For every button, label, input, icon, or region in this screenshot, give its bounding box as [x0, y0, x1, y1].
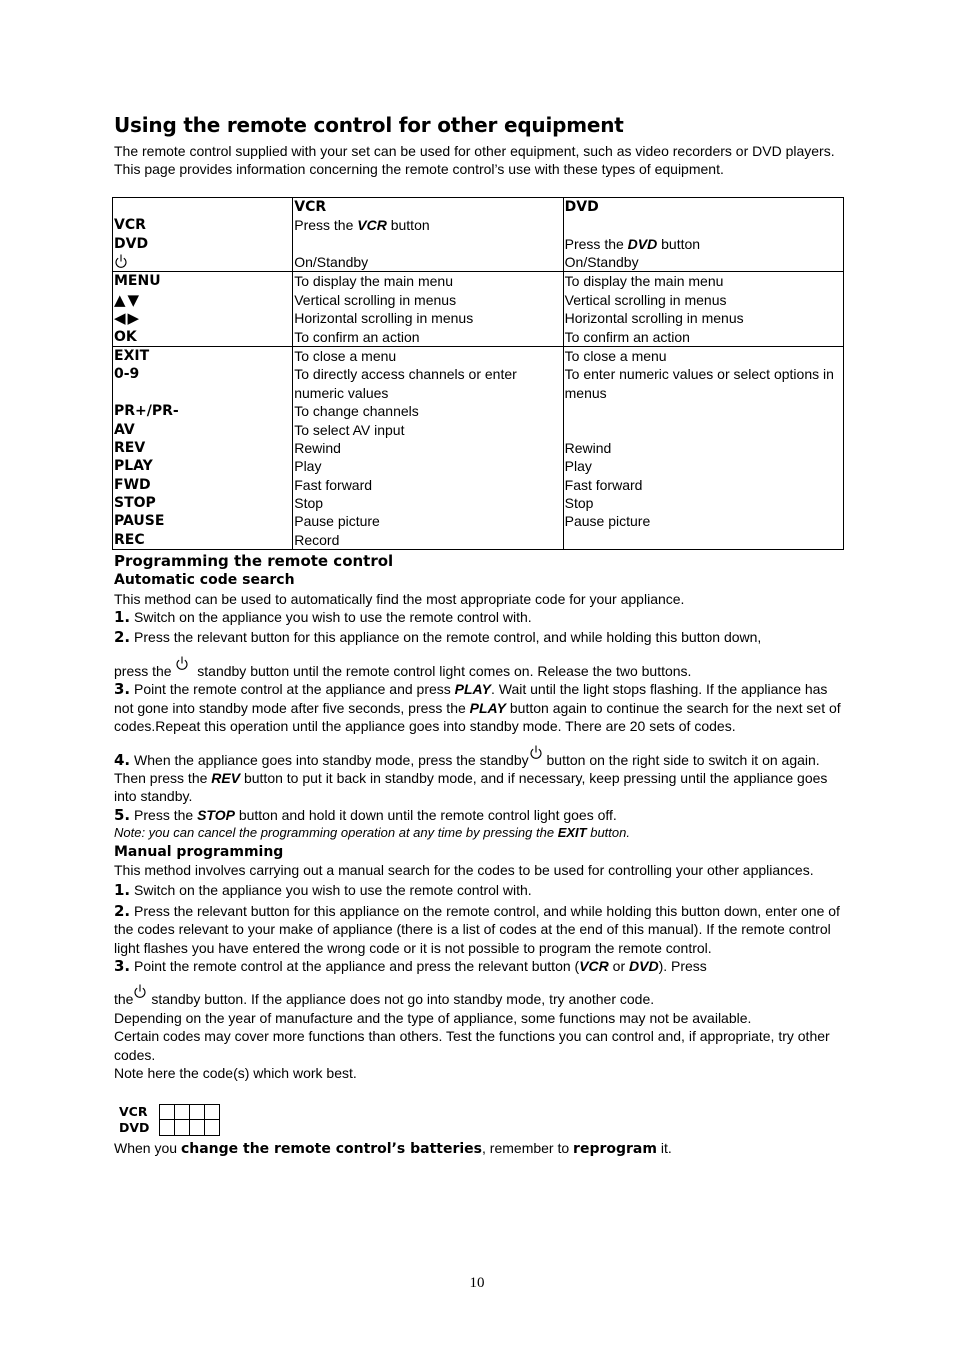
note: Note: you can cancel the programming operation at any time by pressing the EXIT button.	[114, 825, 630, 841]
step: 2. Press the relevant button for this appliance on the remote control, and while holding this button down, enter one of the codes relevant to your make of appliance (there is a list of codes at the end of this manual). If the remote control light flashes you have entered the wrong code or it is not possible to program the remote control.	[114, 901, 840, 956]
step-continued: press the standby button until the remote control light comes on. Release the two buttons.	[114, 655, 844, 680]
table-text: Horizontal scrolling in menus	[294, 310, 474, 327]
key-label: REC	[114, 531, 145, 548]
table-text: Press the DVD button	[564, 235, 701, 252]
document-page	[114, 112, 844, 1159]
code-digit-box[interactable]	[189, 1120, 205, 1136]
keys-cell	[113, 346, 293, 549]
up-down-arrows-icon: ▲▼	[114, 290, 142, 309]
step: 3. Point the remote control at the appliance and press the relevant button (VCR or DVD). Press	[114, 956, 707, 975]
table-text: Rewind	[564, 439, 612, 456]
power-icon	[529, 744, 543, 760]
table-text: Play	[564, 458, 592, 475]
step: 3. Point the remote control at the appliance and press PLAY. Wait until the light stops flashing. If the appliance has not gone into standby mode after five seconds, press the PLAY button again to continue the search for the next set of codes.Repeat this operation until the appliance goes into standby mode. There are 20 sets of codes.	[114, 680, 841, 735]
table-text: Stop	[294, 495, 324, 512]
step: 2. Press the relevant button for this appliance on the remote control, and while holding this button down,	[114, 628, 762, 647]
table-row	[113, 346, 844, 549]
key-label: FWD	[114, 476, 151, 493]
key-label: PAUSE	[114, 513, 165, 530]
key-label: MENU	[114, 273, 161, 290]
table-text: To confirm an action	[294, 328, 420, 345]
table-text: On/Standby	[294, 253, 369, 270]
table-text: To display the main menu	[294, 273, 453, 290]
table-text: To enter numeric values or select options in menus	[564, 366, 834, 401]
table-text: On/Standby	[564, 253, 639, 270]
table-text: Pause picture	[564, 513, 651, 530]
subsection-heading: Automatic code search	[114, 572, 295, 589]
keys-cell	[113, 197, 293, 272]
step: 4. When the appliance goes into standby mode, press the standby button on the right side to switch it on again. Then press the REV button to put it back in standby mode, and if necessary, keep pressing until the appliance goes into standby.	[114, 744, 844, 806]
key-label: AV	[114, 421, 135, 438]
paragraph: This method involves carrying out a manual search for the codes to be used for controlling your other appliances.	[114, 861, 814, 878]
code-digit-box[interactable]	[189, 1104, 205, 1120]
table-text: Rewind	[294, 439, 341, 456]
left-right-arrows-icon: ◀▶	[114, 309, 142, 328]
code-label: DVD	[119, 1120, 150, 1136]
table-text: To confirm an action	[564, 328, 690, 345]
step: 5. Press the STOP button and hold it down until the remote control light goes off.	[114, 805, 617, 824]
paragraph: Note here the code(s) which work best.	[114, 1065, 357, 1082]
table-text: Stop	[564, 495, 594, 512]
table-text: To directly access channels or enter numeric values	[294, 366, 517, 401]
column-header-dvd: DVD	[564, 198, 599, 215]
table-text: Pause picture	[294, 513, 380, 530]
table-text: To display the main menu	[564, 273, 724, 290]
table-text: Horizontal scrolling in menus	[564, 310, 744, 327]
step: 1. Switch on the appliance you wish to use the remote control with.	[114, 881, 532, 900]
remote-functions-table	[112, 197, 844, 550]
power-icon	[175, 655, 189, 671]
table-text: Fast forward	[294, 476, 373, 493]
section-heading: Programming the remote control	[114, 552, 394, 571]
code-row-dvd	[119, 1120, 844, 1136]
keys-cell	[113, 272, 293, 347]
table-text: Vertical scrolling in menus	[294, 291, 457, 308]
code-digit-box[interactable]	[159, 1104, 175, 1120]
key-label: STOP	[114, 495, 156, 512]
step-continued: the standby button. If the appliance does not go into standby mode, try another code.	[114, 983, 844, 1008]
key-label: 0-9	[114, 366, 140, 383]
subsection-heading: Manual programming	[114, 843, 284, 860]
key-label: DVD	[114, 235, 149, 252]
column-header-vcr: VCR	[294, 198, 327, 215]
code-label: VCR	[119, 1104, 148, 1120]
table-text: To select AV input	[294, 421, 405, 438]
table-text: To close a menu	[564, 347, 667, 364]
vcr-cell	[293, 346, 563, 549]
table-text: Play	[294, 458, 322, 475]
code-entry-grid	[119, 1104, 844, 1136]
step: 1. Switch on the appliance you wish to use the remote control with.	[114, 608, 532, 627]
paragraph: Depending on the year of manufacture and the type of appliance, some functions may not be available.	[114, 1009, 752, 1026]
key-label: PLAY	[114, 458, 153, 475]
code-digit-box[interactable]	[174, 1120, 190, 1136]
table-row	[113, 197, 844, 272]
table-text: Press the VCR button	[294, 217, 430, 234]
key-label: PR+/PR-	[114, 403, 179, 420]
table-text: To close a menu	[294, 347, 397, 364]
paragraph: Certain codes may cover more functions than others. Test the functions you can control and, if appropriate, try other codes.	[114, 1028, 830, 1063]
code-digit-box[interactable]	[204, 1104, 220, 1120]
table-text: To change channels	[294, 403, 419, 420]
key-label: OK	[114, 328, 137, 345]
dvd-cell	[563, 197, 843, 272]
paragraph: This method can be used to automatically find the most appropriate code for your appliance.	[114, 590, 685, 607]
table-row	[113, 272, 844, 347]
intro-paragraph: The remote control supplied with your set can be used for other equipment, such as video recorders or DVD players. This page provides information concerning the remote control’s use with these types of equipment.	[114, 143, 835, 178]
power-icon	[114, 253, 128, 269]
page-title: Using the remote control for other equipment	[114, 113, 624, 137]
power-icon	[133, 983, 147, 999]
key-label: REV	[114, 439, 146, 456]
code-digit-box[interactable]	[159, 1120, 175, 1136]
key-label: EXIT	[114, 347, 150, 364]
code-digit-box[interactable]	[204, 1120, 220, 1136]
vcr-cell	[293, 197, 563, 272]
page-number: 10	[469, 1275, 485, 1291]
table-text: Fast forward	[564, 476, 643, 493]
table-text: Record	[294, 531, 340, 548]
table-text: Vertical scrolling in menus	[564, 291, 727, 308]
dvd-cell	[563, 346, 843, 549]
key-label: VCR	[114, 217, 146, 234]
dvd-cell	[563, 272, 843, 347]
battery-reminder: When you change the remote control’s batteries, remember to reprogram it.	[114, 1140, 672, 1158]
vcr-cell	[293, 272, 563, 347]
code-row-vcr	[119, 1104, 844, 1120]
code-digit-box[interactable]	[174, 1104, 190, 1120]
